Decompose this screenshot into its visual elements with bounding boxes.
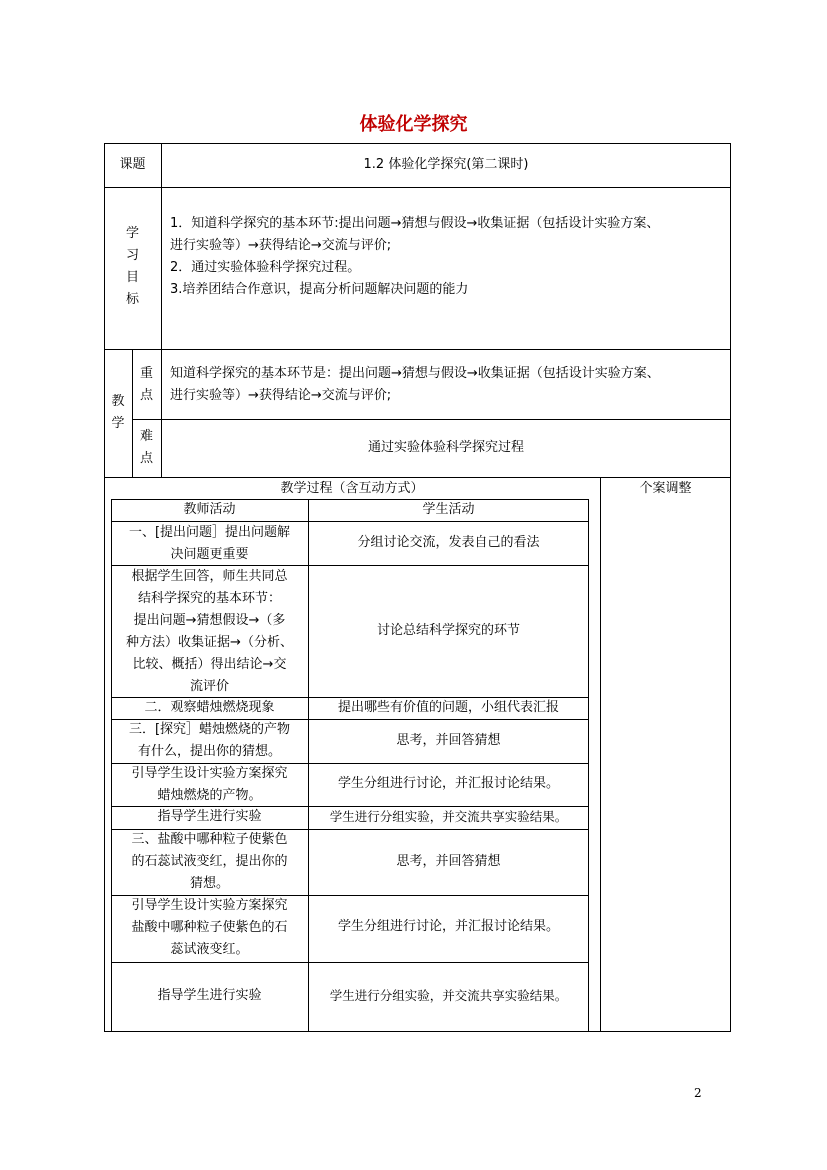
objectives-label: 学 习 目 标 bbox=[125, 226, 139, 307]
adjust-label: 个案调整 bbox=[639, 481, 692, 496]
teacher-activity-8: 引导学生设计实验方案探究 盐酸中哪种粒子使紫色的石 蕊试液变红。 bbox=[131, 898, 288, 957]
topic-value: 1.2 体验化学探究(第二课时) bbox=[363, 157, 529, 172]
student-activity-2: 讨论总结科学探究的环节 bbox=[376, 623, 520, 638]
objectives-text: 1．知道科学探究的基本环节:提出问题→猜想与假设→收集证据（包括设计实验方案、 进行实验等）→获得结论→交流与评价; 2．通过实验体验科学探究过程。 3.培养团结合作意识，提高分析问题解决问题的能力 bbox=[170, 216, 660, 297]
page-number: 2 bbox=[694, 1086, 702, 1100]
student-activity-7: 思考，并回答猜想 bbox=[396, 854, 501, 869]
teacher-activity-2: 根据学生回答，师生共同总 结科学探究的基本环节： 提出问题→猜想假设→（多 种方法）收集证据→（分析、 比较、概括）得出结论→交 流评价 bbox=[126, 569, 293, 694]
document-title: 体验化学探究 bbox=[359, 114, 468, 135]
student-activity-4: 思考，并回答猜想 bbox=[396, 733, 501, 748]
student-activity-9: 学生进行分组实验，并交流共享实验结果。 bbox=[329, 988, 568, 1003]
teacher-col-header: 教师活动 bbox=[183, 502, 236, 517]
key-point-text: 知道科学探究的基本环节是：提出问题→猜想与假设→收集证据（包括设计实验方案、 进行实验等）→获得结论→交流与评价; bbox=[170, 366, 660, 403]
student-activity-8: 学生分组进行讨论，并汇报讨论结果。 bbox=[337, 919, 559, 934]
teacher-activity-7: 三、盐酸中哪种粒子使紫色 的石蕊试液变红，提出你的 猜想。 bbox=[131, 832, 288, 891]
process-heading: 教学过程（含互动方式） bbox=[280, 481, 424, 496]
teacher-activity-5: 引导学生设计实验方案探究 蜡烛燃烧的产物。 bbox=[131, 766, 288, 803]
key-point-label: 重 点 bbox=[139, 366, 153, 403]
student-activity-1: 分组讨论交流，发表自己的看法 bbox=[357, 535, 540, 550]
student-activity-3: 提出哪些有价值的问题，小组代表汇报 bbox=[337, 700, 559, 715]
difficulty-label: 难 点 bbox=[139, 429, 153, 466]
teacher-activity-1: 一、[提出问题］提出问题解 决问题更重要 bbox=[128, 525, 291, 562]
teacher-activity-6: 指导学生进行实验 bbox=[157, 809, 262, 824]
teacher-activity-4: 三．[探究］蜡烛燃烧的产物 有什么，提出你的猜想。 bbox=[128, 722, 291, 759]
teacher-activity-3: 二．观察蜡烛燃烧现象 bbox=[144, 700, 275, 715]
student-activity-5: 学生分组进行讨论，并汇报讨论结果。 bbox=[337, 776, 559, 791]
topic-label: 课题 bbox=[119, 157, 146, 172]
teacher-activity-9: 指导学生进行实验 bbox=[157, 988, 262, 1003]
difficulty-text: 通过实验体验科学探究过程 bbox=[367, 440, 524, 455]
student-activity-6: 学生进行分组实验，并交流共享实验结果。 bbox=[329, 809, 568, 824]
teaching-label: 教 学 bbox=[111, 394, 125, 431]
student-col-header: 学生活动 bbox=[422, 502, 475, 517]
